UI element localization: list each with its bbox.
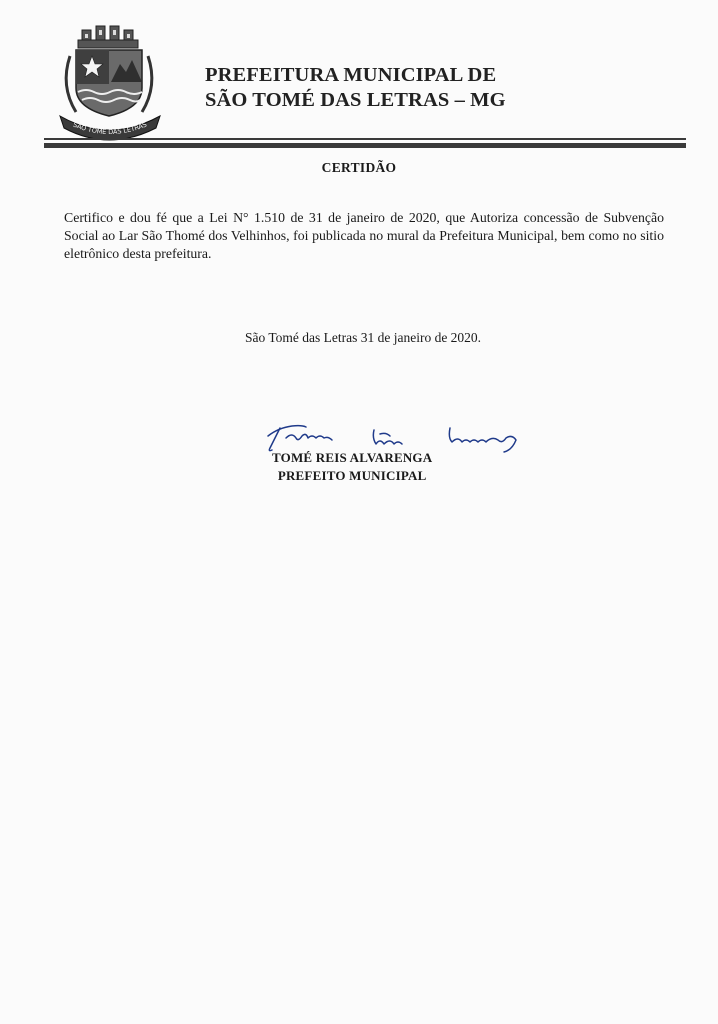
header-line-2: SÃO TOMÉ DAS LETRAS – MG [205,89,506,111]
crest-motto: SÃO TOMÉ DAS LETRAS [71,120,149,137]
header-divider-thin [44,138,686,140]
signer-role: PREFEITO MUNICIPAL [277,468,427,483]
document-title: CERTIDÃO [321,160,397,175]
header-divider-thick [44,143,686,148]
header-line-1: PREFEITURA MUNICIPAL DE [205,64,497,86]
certificate-body: Certifico e dou fé que a Lei N° 1.510 de 31 de janeiro de 2020, que Autoriza concessão de Subvenção Social ao Lar São Thomé dos Velhinhos, foi publicada no mural da Prefeitura Municipal, bem como no sitio eletrônico desta prefeitura. [64,210,664,261]
signer-name: TOMÉ REIS ALVARENGA [272,450,433,465]
coat-of-arms-icon [56,16,164,144]
place-date: São Tomé das Letras 31 de janeiro de 2020. [244,330,482,345]
header-title [205,63,506,113]
signer-block [272,449,432,485]
